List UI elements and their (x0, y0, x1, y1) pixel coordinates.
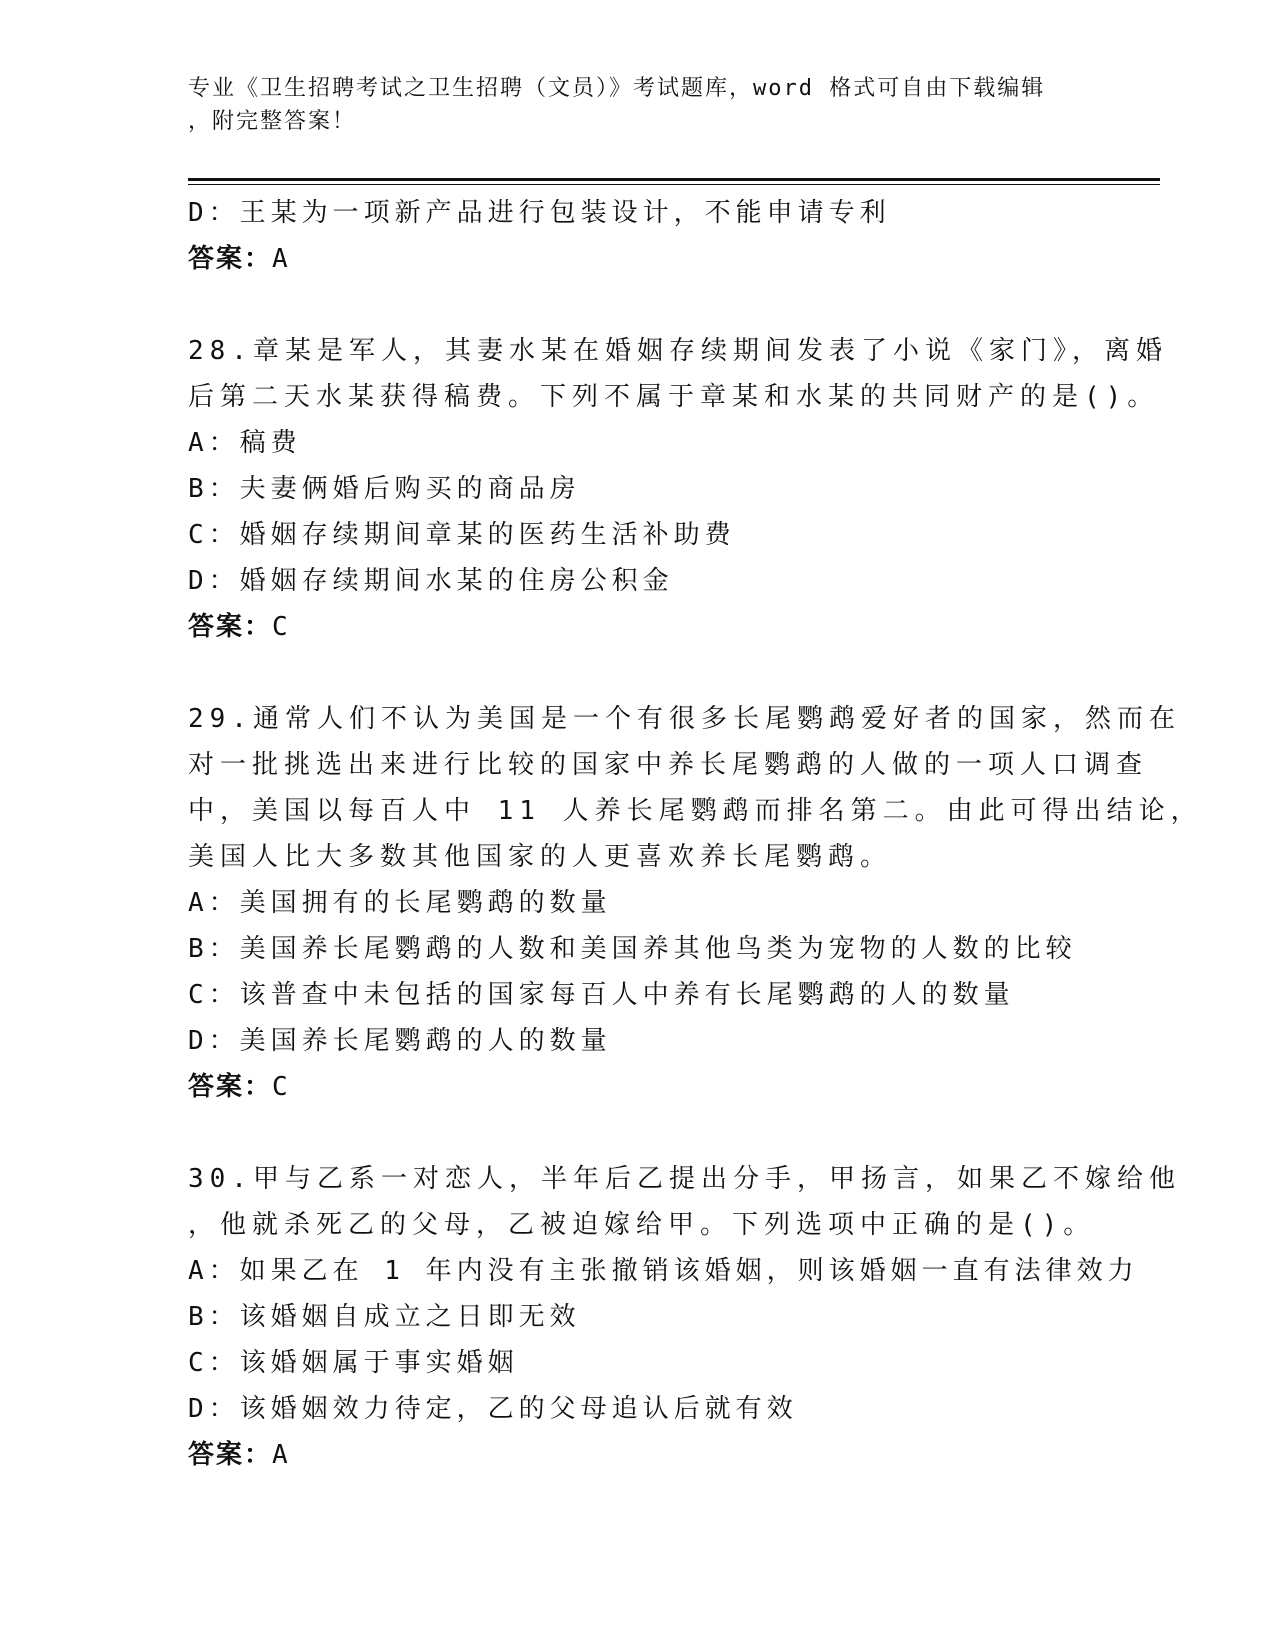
option-b: B：夫妻俩婚后购买的商品房 (188, 474, 581, 504)
answer-label: 答案： (188, 1440, 273, 1470)
option-b: B：该婚姻自成立之日即无效 (188, 1302, 581, 1332)
question-text-line: 30.甲与乙系一对恋人，半年后乙提出分手，甲扬言，如果乙不嫁给他 (188, 1164, 1181, 1194)
answer-value: C (272, 1072, 293, 1102)
header-divider-thin (188, 184, 1160, 185)
question-text-line: 29.通常人们不认为美国是一个有很多长尾鹦鹉爱好者的国家，然而在 (188, 704, 1181, 734)
answer-label: 答案： (188, 612, 273, 642)
answer-value: C (272, 612, 293, 642)
question-text-line: 对一批挑选出来进行比较的国家中养长尾鹦鹉的人做的一项人口调查 (188, 750, 1149, 780)
spacer (188, 650, 1088, 696)
question-text-line: 28.章某是军人，其妻水某在婚姻存续期间发表了小说《家门》，离婚 (188, 336, 1168, 366)
option-d: D：婚姻存续期间水某的住房公积金 (188, 566, 674, 596)
spacer (188, 1110, 1088, 1156)
question-28 (188, 328, 1168, 650)
question-text-line: 美国人比大多数其他国家的人更喜欢养长尾鹦鹉。 (188, 842, 893, 872)
option-c: C：婚姻存续期间章某的医药生活补助费 (188, 520, 736, 550)
option-a: A：如果乙在 1 年内没有主张撤销该婚姻，则该婚姻一直有法律效力 (188, 1256, 1139, 1286)
option-d: D：该婚姻效力待定，乙的父母追认后就有效 (188, 1394, 798, 1424)
question-stem (188, 328, 1168, 420)
answer-line (188, 1064, 1088, 1110)
answer-line (188, 236, 1088, 282)
answer-value: A (272, 244, 293, 274)
document-header (188, 72, 1088, 138)
answer-label: 答案： (188, 244, 273, 274)
option-b: B：美国养长尾鹦鹉的人数和美国养其他鸟类为宠物的人数的比较 (188, 934, 1077, 964)
question-stem (188, 696, 1203, 880)
question-text-line: 中，美国以每百人中 11 人养长尾鹦鹉而排名第二。由此可得出结论， (188, 796, 1203, 826)
option-d: D：王某为一项新产品进行包装设计，不能申请专利 (188, 198, 891, 228)
spacer (188, 282, 1088, 328)
option-c: C：该普查中未包括的国家每百人中养有长尾鹦鹉的人的数量 (188, 980, 1015, 1010)
option-a: A：稿费 (188, 428, 302, 458)
header-line-1: 专业《卫生招聘考试之卫生招聘（文员）》考试题库，word 格式可自由下载编辑 (188, 76, 1046, 101)
answer-line (188, 1432, 1088, 1478)
answer-value: A (272, 1440, 293, 1470)
question-stem (188, 1156, 1181, 1248)
question-text-line: ，他就杀死乙的父母，乙被迫嫁给甲。下列选项中正确的是()。 (188, 1210, 1096, 1240)
question-27-tail (188, 190, 1088, 282)
option-d: D：美国养长尾鹦鹉的人的数量 (188, 1026, 612, 1056)
question-list (188, 190, 1203, 1478)
question-29 (188, 696, 1203, 1110)
question-text-line: 后第二天水某获得稿费。下列不属于章某和水某的共同财产的是()。 (188, 382, 1160, 412)
question-30 (188, 1156, 1181, 1478)
option-c: C：该婚姻属于事实婚姻 (188, 1348, 519, 1378)
answer-label: 答案： (188, 1072, 273, 1102)
option-a: A：美国拥有的长尾鹦鹉的数量 (188, 888, 612, 918)
answer-line (188, 604, 1088, 650)
header-line-2: ，附完整答案！ (188, 109, 357, 134)
header-divider-thick (188, 178, 1160, 181)
